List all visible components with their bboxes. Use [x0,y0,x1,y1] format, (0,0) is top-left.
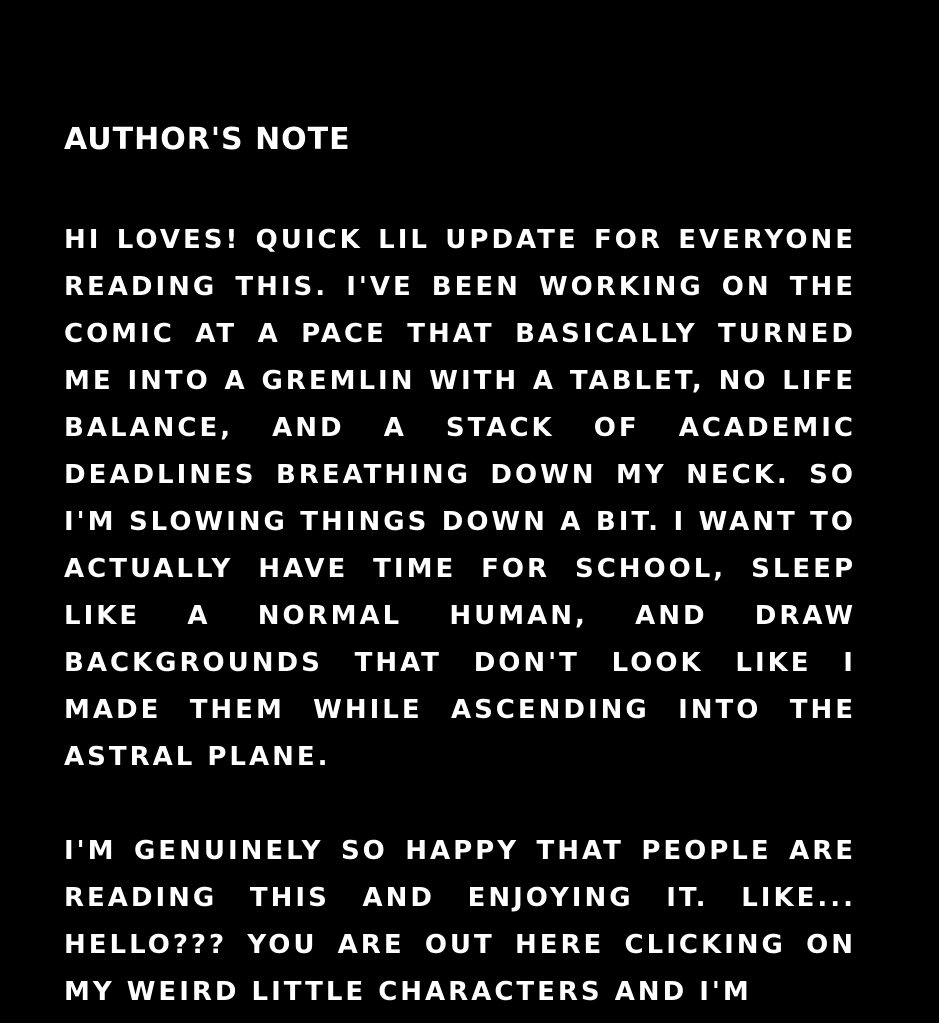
note-paragraph-1: HI LOVES! QUICK LIL UPDATE FOR EVERYONE READING THIS. I'VE BEEN WORKING ON THE COMIC AT A PACE THAT BASICALLY TURNED ME INTO A GREMLIN WITH A TABLET, NO LIFE BALANCE, AND A STACK OF ACADEMIC DEADLINES BREATHING DOWN MY NECK. SO I'M SLOWING THINGS DOWN A BIT. I WANT TO ACTUALLY HAVE TIME FOR SCHOOL, SLEEP LIKE A NORMAL HUMAN, AND DRAW BACKGROUNDS THAT DON'T LOOK LIKE I MADE THEM WHILE ASCENDING INTO THE ASTRAL PLANE. [64,225,856,772]
note-paragraph-2: I'M GENUINELY SO HAPPY THAT PEOPLE ARE READING THIS AND ENJOYING IT. LIKE... HELLO??? YOU ARE OUT HERE CLICKING ON MY WEIRD LITTLE CHARACTERS AND I'M [64,836,856,1007]
authors-note [64,120,856,1016]
note-title: AUTHOR'S NOTE [64,122,351,157]
